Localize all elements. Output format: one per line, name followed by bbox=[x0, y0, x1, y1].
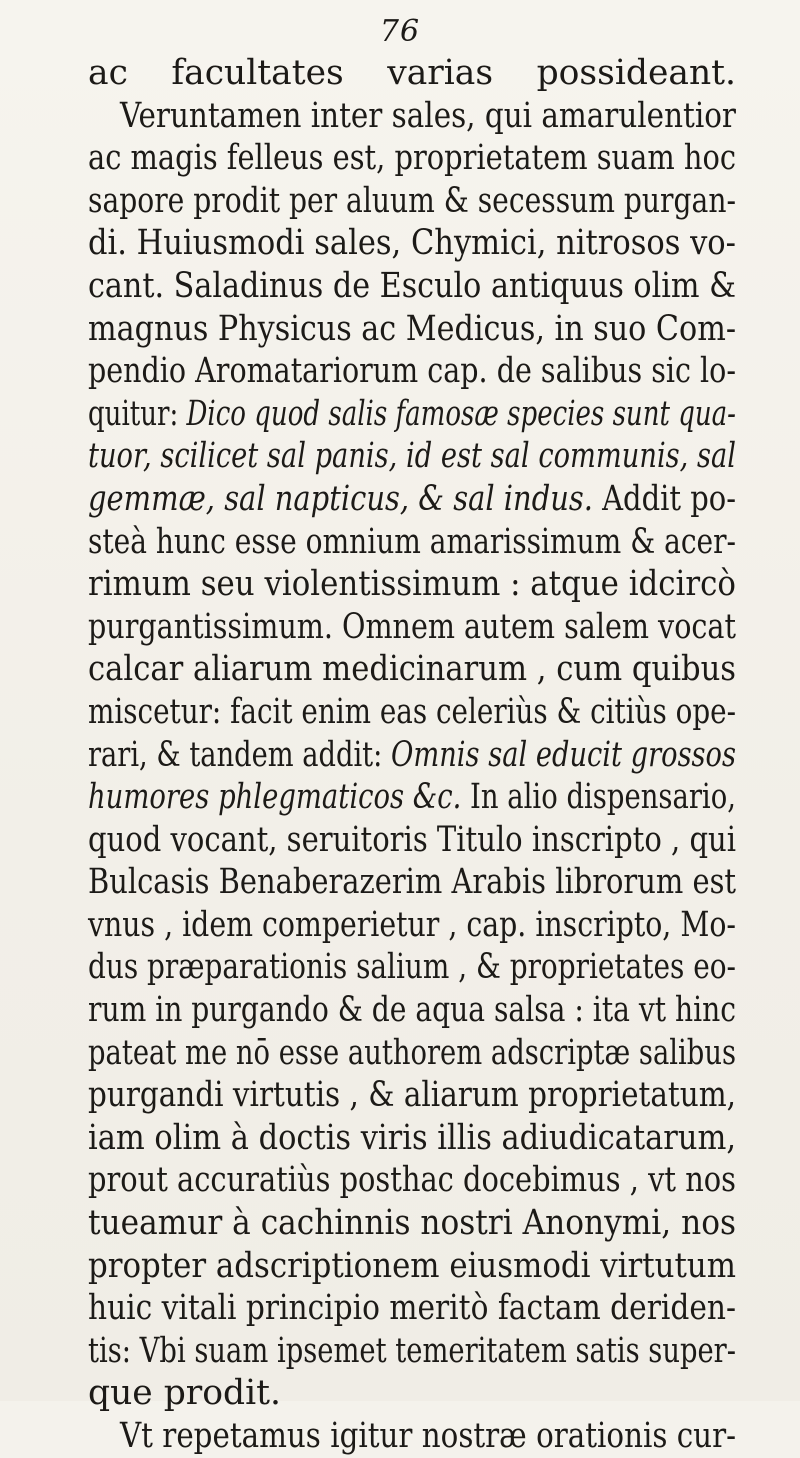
text-line bbox=[88, 904, 736, 947]
text-segment: calcar aliarum medicinarum , cum quibus bbox=[88, 649, 737, 690]
text-line bbox=[88, 648, 736, 691]
text-segment: ac magis felleus est, proprietatem suam hoc bbox=[88, 138, 737, 179]
text-line bbox=[88, 563, 736, 606]
text-segment: iam olim à doctis viris illis adiudicatarum, bbox=[88, 1117, 736, 1158]
text-line bbox=[88, 776, 736, 819]
text-line bbox=[88, 222, 736, 265]
text-line bbox=[88, 521, 736, 564]
text-segment: steà hunc esse omnium amarissimum & acer- bbox=[88, 521, 737, 562]
italic-segment: Dico quod salis famosæ species sunt qua- bbox=[186, 393, 736, 434]
text-line bbox=[88, 1415, 736, 1458]
text-line bbox=[88, 393, 736, 436]
text-segment: rimum seu violentissimum : atque idcircò bbox=[88, 564, 736, 605]
text-segment: quitur: bbox=[88, 393, 187, 434]
text-segment: purgantissimum. Omnem autem salem vocat bbox=[88, 606, 736, 647]
text-segment: Veruntamen inter sales, qui amarulentior bbox=[120, 95, 736, 136]
text-line bbox=[88, 435, 736, 478]
text-line bbox=[88, 95, 736, 138]
text-line bbox=[88, 946, 736, 989]
text-segment: rari, & tandem addit: bbox=[88, 734, 392, 775]
italic-segment: tuor, scilicet sal panis, id est sal communis, sal bbox=[88, 436, 737, 477]
text-segment: quod vocant, seruitoris Titulo inscripto , qui bbox=[88, 819, 736, 860]
text-segment: magnus Physicus ac Medicus, in suo Com- bbox=[88, 308, 737, 349]
text-line bbox=[88, 1074, 736, 1117]
text-segment: pateat me nō esse authorem adscriptæ salibus bbox=[88, 1032, 736, 1073]
italic-segment: humores phlegmaticos &c. bbox=[88, 777, 462, 818]
text-line bbox=[88, 1287, 736, 1330]
text-line bbox=[88, 137, 736, 180]
text-segment: tis: Vbi suam ipsemet temeritatem satis super- bbox=[88, 1330, 736, 1371]
text-line bbox=[88, 606, 736, 649]
text-segment: vnus , idem comperietur , cap. inscripto, Mo- bbox=[88, 904, 737, 945]
text-segment: rum in purgando & de aqua salsa : ita vt hinc bbox=[88, 990, 737, 1031]
text-segment: Addit po- bbox=[592, 478, 736, 519]
text-line bbox=[88, 1159, 736, 1202]
text-line bbox=[88, 989, 736, 1032]
text-segment: sapore prodit per aluum & secessum purgan- bbox=[88, 180, 736, 221]
text-segment: Bulcasis Benaberazerim Arabis librorum est bbox=[88, 862, 737, 903]
text-line bbox=[88, 819, 736, 862]
italic-segment: gemmæ, sal napticus, & sal indus. bbox=[88, 478, 593, 519]
text-segment: que prodit. bbox=[88, 1373, 281, 1414]
text-line bbox=[88, 1372, 736, 1415]
text-line bbox=[88, 265, 736, 308]
italic-segment: Omnis sal educit grossos bbox=[391, 734, 736, 775]
text-segment: pendio Aromatariorum cap. de salibus sic lo- bbox=[88, 351, 736, 392]
body-text bbox=[88, 52, 736, 1458]
text-segment: cant. Saladinus de Esculo antiquus olim & bbox=[88, 265, 736, 306]
text-line bbox=[88, 734, 736, 777]
text-segment: huic vitali principio meritò factam deriden- bbox=[88, 1288, 736, 1329]
text-segment: dus præparationis salium , & proprietates eo- bbox=[88, 947, 736, 988]
text-line bbox=[88, 1117, 736, 1160]
text-segment: In alio dispensario, bbox=[461, 777, 736, 818]
text-segment: miscetur: facit enim eas celeriùs & citiùs ope- bbox=[88, 691, 736, 732]
text-segment: prout accuratiùs posthac docebimus , vt nos bbox=[88, 1160, 736, 1201]
text-line bbox=[88, 1330, 736, 1373]
text-line bbox=[88, 350, 736, 393]
text-line bbox=[88, 52, 736, 95]
text-line bbox=[88, 308, 736, 351]
text-segment: ac facultates varias possideant. bbox=[88, 53, 736, 93]
text-line bbox=[88, 180, 736, 223]
text-line bbox=[88, 1245, 736, 1288]
text-line bbox=[88, 861, 736, 904]
page-number: 76 bbox=[379, 14, 421, 49]
text-segment: di. Huiusmodi sales, Chymici, nitrosos vo- bbox=[88, 223, 736, 264]
text-segment: Vt repetamus igitur nostræ orationis cur- bbox=[120, 1416, 737, 1456]
text-segment: tueamur à cachinnis nostri Anonymi, nos bbox=[88, 1203, 737, 1244]
text-line bbox=[88, 478, 736, 521]
text-line bbox=[88, 1032, 736, 1075]
text-segment: propter adscriptionem eiusmodi virtutum bbox=[88, 1245, 736, 1286]
text-segment: purgandi virtutis , & aliarum proprietatum, bbox=[88, 1075, 736, 1116]
text-line bbox=[88, 691, 736, 734]
text-line bbox=[88, 1202, 736, 1245]
